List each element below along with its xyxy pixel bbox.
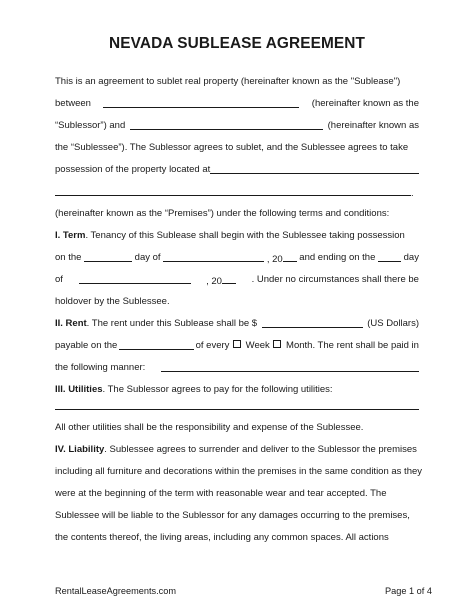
label-of-every: of every [195,340,230,351]
property-address-field-2[interactable] [55,186,411,196]
payment-day-field[interactable] [119,340,194,350]
label-day: day [403,252,419,263]
label-us-dollars: (US Dollars) [367,318,419,329]
start-year-field[interactable] [283,252,297,262]
footer-site: RentalLeaseAgreements.com [55,586,177,596]
intro-line-4 [55,142,419,154]
utilities-heading: III. Utilities [55,384,103,395]
label-property-located: possession of the property located at [55,164,211,175]
label-sublessor-and: “Sublessor”) and [55,120,126,131]
sublessor-name-field[interactable] [103,98,299,108]
liability-line-1 [55,444,419,456]
liability-line-4 [55,510,419,522]
term-line-1 [55,230,419,242]
label-hereinafter-as: (hereinafter known as [327,120,419,131]
intro-line-2 [55,98,419,110]
rent-line-2 [55,340,419,352]
label-20: , 20 [206,276,222,287]
liability-text: were at the beginning of the term with reasonable wear and tear accepted. The [55,488,387,499]
term-text: . Under no circumstances shall there be [251,274,419,285]
intro-text: the “Sublessee”). The Sublessor agrees to sublet, and the Sublessee agrees to take [55,142,409,153]
term-heading: I. Term [55,230,86,241]
term-text: holdover by the Sublessee. [55,296,170,307]
label-ending-on: and ending on the [299,252,376,263]
label-following-manner: the following manner: [55,362,146,373]
label-between: between [55,98,91,109]
utilities-line-2 [55,422,419,434]
label-week: Week [245,340,270,351]
end-month-field[interactable] [79,274,191,284]
rent-line-1 [55,318,419,330]
term-text: . Tenancy of this Sublease shall begin with the Sublessee taking possession [85,230,405,241]
rent-text: . The rent under this Sublease shall be $ [86,318,258,329]
start-month-field[interactable] [163,252,264,262]
intro-text: This is an agreement to sublet real property (hereinafter known as the "Sublease") [55,76,401,87]
term-line-4 [55,296,419,308]
liability-heading: IV. Liability [55,444,105,455]
intro-line-3 [55,120,419,132]
utilities-list-field[interactable] [55,409,419,410]
document-title: NEVADA SUBLEASE AGREEMENT [109,35,365,52]
intro-line-6 [55,186,419,200]
liability-text: the contents thereof, the living areas, including any common spaces. All actions [55,532,389,543]
label-day-of: day of [134,252,161,263]
label-month: Month. The rent shall be paid in [286,340,419,351]
intro-line-1 [55,76,419,88]
rent-line-3 [55,362,419,374]
term-line-3 [55,274,419,288]
utilities-text: All other utilities shall be the responsibility and expense of the Sublessee. [55,422,364,433]
term-line-2 [55,252,419,266]
rent-heading: II. Rent [55,318,87,329]
intro-text: (hereinafter known as the “Premises”) under the following terms and conditions: [55,208,390,219]
start-day-field[interactable] [84,252,132,262]
liability-line-3 [55,488,419,500]
end-year-field[interactable] [222,274,236,284]
label-of: of [55,274,63,285]
month-checkbox[interactable] [273,340,281,348]
label-payable-on: payable on the [55,340,118,351]
intro-line-5 [55,164,419,176]
end-day-field[interactable] [378,252,401,262]
period: . [411,188,414,199]
label-hereinafter: (hereinafter known as the [311,98,419,109]
intro-line-7 [55,208,419,220]
footer-page-number: Page 1 of 4 [385,586,432,596]
utilities-text: . The Sublessor agrees to pay for the following utilities: [102,384,333,395]
liability-text: Sublessee will be liable to the Sublessor for any damages occurring to the premises, [55,510,410,521]
utilities-line-1 [55,384,419,396]
sublessee-name-field[interactable] [130,120,323,130]
liability-line-5 [55,532,419,544]
rent-amount-field[interactable] [262,318,363,328]
payment-manner-field[interactable] [161,362,419,372]
label-on-the: on the [55,252,82,263]
liability-line-2 [55,466,423,478]
property-address-field[interactable] [210,164,419,174]
liability-text: including all furniture and decorations within the premises in the same condition as they [55,466,423,477]
liability-text: . Sublessee agrees to surrender and deliver to the Sublessor the premises [104,444,417,455]
label-20: , 20 [266,254,283,265]
week-checkbox[interactable] [233,340,241,348]
